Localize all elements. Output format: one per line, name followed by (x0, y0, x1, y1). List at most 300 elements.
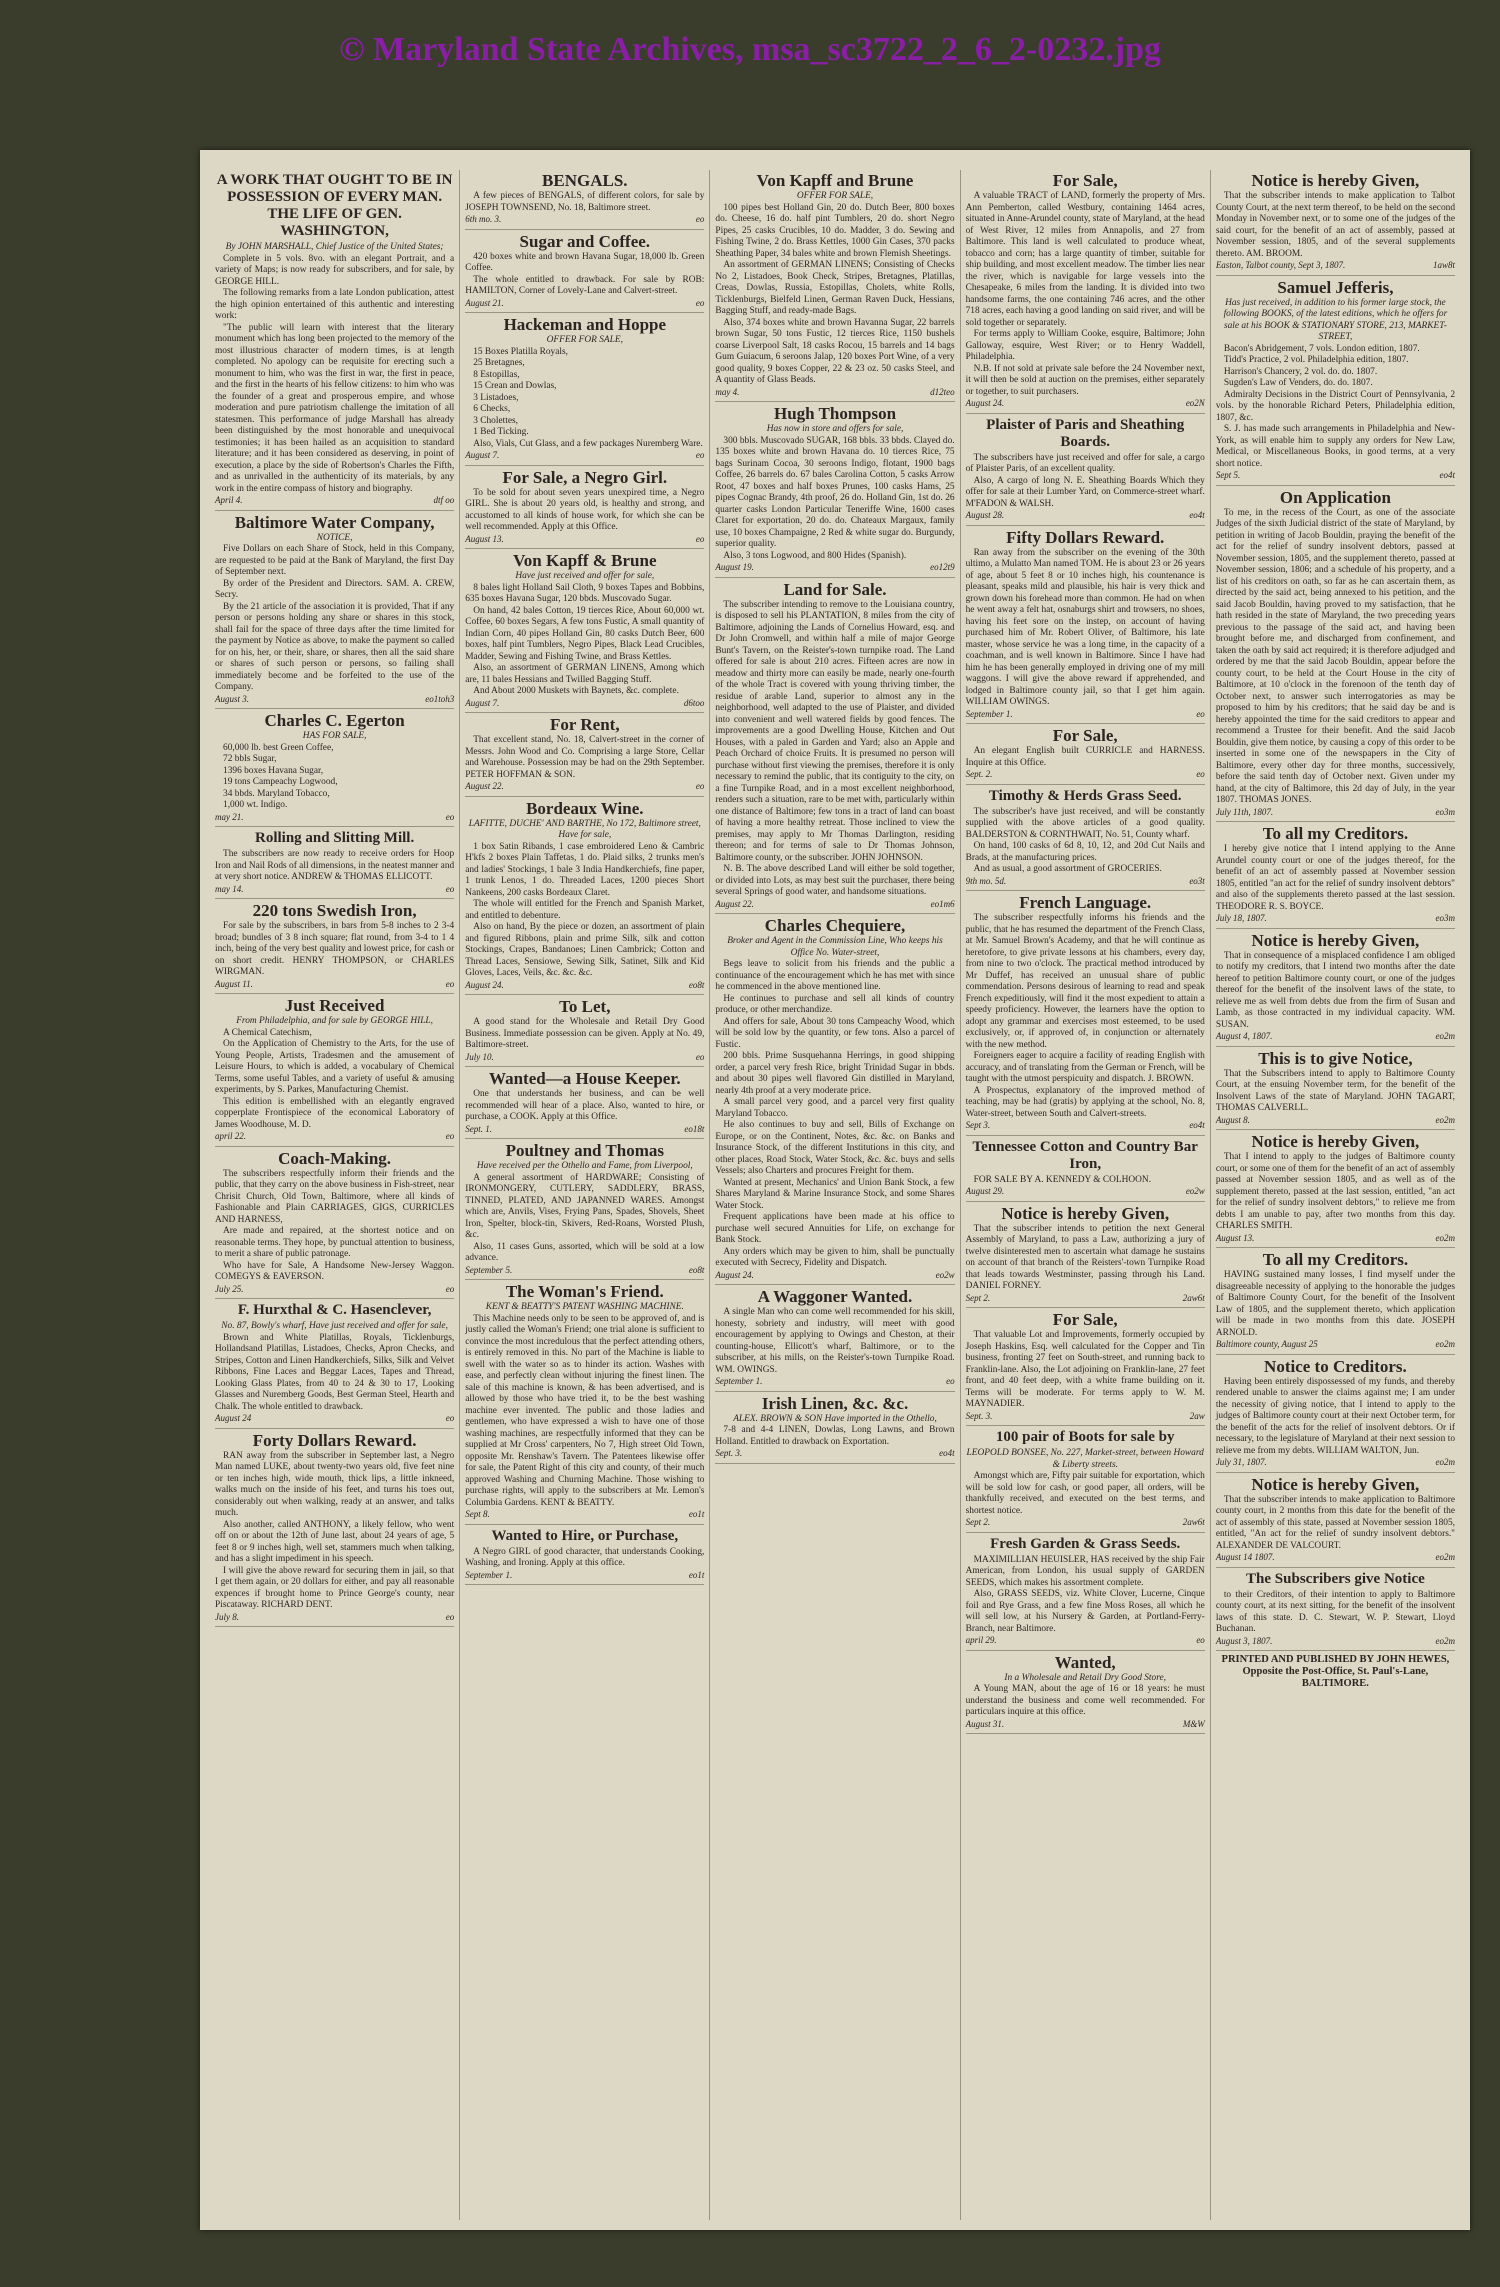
ad-dateline (465, 1124, 704, 1136)
ad-heading: Notice is hereby Given, (1251, 1474, 1420, 1494)
ad-subheading: OFFER FOR SALE, (546, 335, 623, 345)
advertisement (1216, 1050, 1455, 1131)
ad-insertion-code: d12teo (930, 386, 955, 397)
ad-insertion-code: eo2w (1185, 1186, 1205, 1196)
ad-date: August 19. (715, 562, 754, 572)
ad-heading: To Let, (559, 997, 611, 1016)
ad-body-paragraph: And offers for sale, About 30 tons Campeachy Wood, which will be sold low by the quantity, or few tons. Also a parcel of Fustic. (715, 1016, 955, 1050)
ad-dateline (966, 1293, 1205, 1305)
ad-insertion-code: eo (445, 1131, 455, 1141)
ad-heading: This is to give Notice, (1258, 1048, 1413, 1068)
ad-body-paragraph: That the Subscribers intend to apply to Baltimore County Court, at the ensuing November term, for the benefit of the Insolvent Laws of the state of Maryland. JOHN TAGART, THOMAS CALVERLL. (1215, 1068, 1456, 1113)
ad-dateline (1216, 1115, 1455, 1127)
ad-date: July 11th, 1807. (1215, 806, 1274, 817)
ad-insertion-code: eo (1196, 1635, 1205, 1645)
ad-date: July 31, 1807. (1215, 1457, 1267, 1467)
ad-body-paragraph: Any orders which may be given to him, shall be punctually executed with Secrecy, Fidelity and Dispatch. (715, 1246, 955, 1268)
ad-body-paragraph: Also, 374 boxes white and brown Havanna Sugar, 22 barrels brown Sugar, 50 tons Fustic, 12 tierces Rice, 1150 bushels coarse Liverpool Salt, 18 casks Rocou, 15 barrels and 14 bags Gum Guiacum, 6 seroons Jalap, 120 boxes Port Wine, of a very good quality, 9 boxes Copper, 22 & 23 oz. 50 casks Steel, and A quantity of Glass Beads. (715, 317, 955, 385)
ad-body-paragraph: Foreigners eager to acquire a facility of reading English with accuracy, and of translating from the German or French, will be taught with the utmost perspicuity and dispatch. J. BROWN. (965, 1051, 1205, 1084)
ad-body-paragraph: A good stand for the Wholesale and Retail Dry Good Business. Immediate possession can be given. Apply at No. 49, Baltimore-street. (465, 1017, 705, 1050)
ad-heading: For Rent, (550, 715, 620, 734)
ad-date: Sept 3. (965, 1120, 991, 1130)
ad-insertion-code: eo (445, 1611, 455, 1622)
ad-insertion-code: eo (695, 214, 705, 224)
ad-dateline (966, 1517, 1205, 1529)
ad-subheading: By JOHN MARSHALL, Chief Justice of the United States; (225, 242, 444, 252)
advertisement (966, 1311, 1205, 1426)
ad-body-paragraph: An assortment of GERMAN LINENS; Consisting of Checks No 2, Listadoes, Book Check, Stripes, Bretagnes, Platillas, Creas, Dowlas, Russia, Estopillas, Cholets, white Rolls, Ticklenburgs, Bielfeld Linen, German Raven Duck, Hessians, Bagging Stuff, and ready-made Bags. (715, 260, 955, 316)
newspaper-column-3 (710, 170, 960, 2220)
ad-heading: BENGALS. (542, 171, 628, 190)
ad-date: August 14 1807. (1215, 1552, 1275, 1562)
ad-subheading: Have received per the Othello and Fame, from Liverpool, (476, 1161, 693, 1171)
ad-dateline (1216, 1457, 1455, 1469)
ad-date: april 29. (965, 1635, 997, 1645)
ad-dateline (966, 769, 1205, 781)
ad-insertion-code: eo2m (1435, 1339, 1456, 1349)
ad-body-paragraph: A single Man who can come well recommended for his skill, honesty, sobriety and industry, will meet with good encouragement by applying to Owings and Cheston, at their counting-house, Ellicott's wharf, Baltimore, or to the subscriber, at his mills, on the Reister's-town Turnpike Road. WM. OWINGS. (715, 1307, 955, 1375)
newspaper-column-2 (460, 170, 710, 2220)
ad-insertion-code: eo2m (1435, 1552, 1456, 1562)
ad-date: September 1. (465, 1569, 513, 1580)
ad-date: August 13. (465, 533, 504, 544)
advertisement (465, 316, 704, 466)
advertisement (966, 529, 1205, 725)
ad-date: August 24 (215, 1413, 252, 1423)
ad-body-paragraph: 7-8 and 4-4 LINEN, Dowlas, Long Lawns, and Brown Holland. Entitled to drawback on Exportation. (715, 1425, 955, 1447)
newspaper-column-1 (210, 170, 460, 2220)
ad-body-paragraph: A general assortment of HARDWARE; Consisting of IRONMONGERY, CUTLERY, SADDLERY, BRASS, TINNED, PLATED, AND JAPANNED WARES. Amongst which are, Anvils, Vises, Frying Pans, Spades, Shovels, Sheet Iron, Spelter, block-tin, Skivers, Red-Roans, Worsted Plush, &c. (465, 1172, 705, 1240)
ad-subheading: Broker and Agent in the Commission Line, Who keeps his Office No. Water-street, (727, 936, 943, 958)
ad-insertion-code: dtf oo (433, 495, 455, 505)
ad-body-paragraph: One that understands her business, and can be well recommended will hear of a place. Also, wanted to hire, or purchase, a COOK. Apply at this Office. (465, 1089, 705, 1122)
ad-insertion-code: eo (695, 533, 705, 544)
ad-list-item: 15 Crean and Dowlas, (473, 381, 557, 391)
ad-insertion-code: eo2w (935, 1269, 955, 1280)
ad-dateline (465, 1265, 704, 1277)
ad-heading: For Sale, (1052, 171, 1118, 190)
ad-date: Sept 8. (465, 1509, 490, 1519)
ad-body-paragraph: 60,000 lb. best Green Coffee, (223, 742, 334, 753)
ad-insertion-code: eo (1196, 769, 1205, 779)
ad-date: July 18, 1807. (1215, 913, 1267, 923)
printer-imprint: PRINTED AND PUBLISHED BY JOHN HEWES, Opposite the Post-Office, St. Paul's-Lane, BALTIMORE. (1221, 1654, 1450, 1689)
ad-dateline (1216, 1552, 1455, 1564)
ad-heading: Notice is hereby Given, (1251, 930, 1420, 950)
ad-body-paragraph: Also, 3 tons Logwood, and 800 Hides (Spanish). (723, 550, 907, 561)
ad-body-paragraph: On the Application of Chemistry to the Arts, for the use of Young People, Artists, Tradesmen and the amusement of Leisure Hours, to which is added, a vocabulary of Chemical Terms, some useful Tables, and a variety of useful & amusing experiments, by S. Parkes, Manufacturing Chemist. (215, 1039, 455, 1095)
advertisement (715, 1395, 954, 1464)
ad-insertion-code: 2aw6t (1182, 1292, 1205, 1303)
advertisement (966, 894, 1205, 1136)
ad-heading: Sugar and Coffee. (519, 231, 651, 251)
advertisement (465, 552, 704, 713)
ad-dateline (465, 298, 704, 310)
ad-date: 6th mo. 3. (465, 214, 502, 224)
ad-heading: Wanted to Hire, or Purchase, (491, 1527, 679, 1544)
ad-heading: Notice is hereby Given, (1251, 1132, 1420, 1151)
ad-insertion-code: eo2m (1435, 1031, 1456, 1041)
advertisement (1216, 172, 1455, 276)
ad-dateline (1216, 1339, 1455, 1351)
ad-date: August 3, 1807. (1215, 1635, 1273, 1646)
ad-body-paragraph: That I intend to apply to the judges of Baltimore county court, or some one of them for the benefit of an act of assembly passed at November session 1805, and as well as of the supplement thereto, passed at the last session, entitled, "an act for the relief of sundry insolvent debtors," to relieve me from debts I am unable to pay, after two months from this day. CHARLES SMITH. (1215, 1152, 1456, 1231)
ad-date: may 4. (715, 386, 740, 397)
ad-date: 9th mo. 5d. (965, 875, 1007, 886)
ad-insertion-code: eo (445, 883, 455, 894)
advertisement (465, 469, 704, 550)
ad-list-item: 3 Listadoes, (473, 392, 519, 403)
ad-date: August 7. (465, 697, 500, 708)
ad-body-paragraph: On hand, 42 bales Cotton, 19 tierces Rice, About 60,000 wt. Coffee, 60 boxes Segars, A few tons Fustic, A small quantity of Indian Corn, 40 pipes Holland Gin, 80 casks Dutch Beer, 600 boxes, half pint Tumblers, Negro Pipes, Black Lead Crucibles, Madder, Sewing and Fishing Twine, and Brass Kettles. (465, 605, 705, 662)
ad-body-paragraph: 8 bales light Holland Sail Cloth, 9 boxes Tapes and Bobbins, 635 boxes Havana Sugar, 120 bbds. Muscovado Sugar. (465, 582, 705, 604)
ad-date: September 5. (465, 1264, 513, 1275)
advertisement (215, 902, 454, 994)
ad-heading: Von Kapff & Brune (513, 551, 657, 570)
ad-dateline (1216, 807, 1455, 819)
ad-list-item: 1 Bed Ticking. (473, 427, 529, 437)
ad-heading: Timothy & Herds Grass Seed. (988, 787, 1182, 804)
ad-insertion-code: eo (946, 1376, 955, 1386)
ad-heading: The Subscribers give Notice (1246, 1570, 1425, 1587)
ad-insertion-code: eo (445, 1413, 455, 1423)
ad-heading: Fresh Garden & Grass Seeds. (990, 1535, 1181, 1552)
ad-body-paragraph: "The public will learn with interest that the literary monument which has long been projected to the memory of the most illustrious character of modern times, is at length completed. No apology can be requisite for erecting such a monument to him, who was the first in war, the first in peace, and the first in the hearts of his fellow citizens: to him who was the founder of a great and prosperous empire, and whose moderation and pure patriotism challenge the imitation of all statesmen. This performance of judge Marshall has already been distinguished by the most honorable and unequivocal testimonies; it has been hailed as an acquisition to standard literature; and it has been considered as deserving, in point of execution, a place by the side of Robertson's Charles the Fifth, and as unrivalled in the authenticity of its materials, by any work in the entire compass of history and biography. (215, 322, 455, 494)
ad-body-paragraph: A valuable TRACT of LAND, formerly the property of Mrs. Ann Pemberton, called Westbury, containing 1464 acres, situated in Anne-Arundel county, state of Maryland, at the head of West River, 12 miles from Annapolis, and 27 from Baltimore. This land is well calculated to produce wheat, tobacco and corn; has a large quantity of timber, suitable for ship building, and most excellent meadow. The timber lies near the river, which is navigable for large vessels into the Chesapeake, 6 miles from the landing. It is divided into two handsome farms, the one containing 746 acres, and the other 718 acres, each having a good landing on said river, and will be sold together or separately. (965, 191, 1205, 328)
ad-heading: Just Received (284, 996, 385, 1015)
ad-heading: Charles Chequiere, (764, 916, 906, 935)
ad-insertion-code: eo1t (688, 1509, 705, 1519)
advertisement (215, 830, 454, 899)
ad-body-paragraph: to their Creditors, of their intention to apply to Baltimore county court, at its next sitting, for the benefit of the insolvent laws of this state. D. C. Stewart, W. P. Stewart, Lloyd Buchanan. (1215, 1589, 1456, 1634)
ad-dateline (465, 1509, 704, 1521)
ad-body-paragraph: Are made and repaired, at the shortest notice and on reasonable terms. They hope, by punctual attention to business, to merit a share of public patronage. (215, 1226, 455, 1259)
ad-body-paragraph: This edition is embellished with an elegantly engraved copperplate Frontispiece of the economical Laboratory of James Woodhouse, M. D. (215, 1096, 455, 1130)
advertisement (1216, 489, 1455, 823)
advertisement (215, 514, 454, 710)
ad-heading: Tennessee Cotton and Country Bar Iron, (972, 1138, 1198, 1172)
advertisement (465, 1283, 704, 1525)
ad-subheading: Have just received and offer for sale, (515, 571, 655, 581)
ad-dateline (715, 1270, 954, 1282)
ad-date: may 14. (215, 883, 244, 894)
ad-body-paragraph: The subscribers respectfully inform their friends and the public, that they carry on the above business in Fish-street, near Chrisit Church, Old Town, Baltimore, where all kinds of Fashionable and Plain CARRIAGES, GIGS, CURRICLES AND HARNESS, (215, 1168, 455, 1225)
ad-subheading: HAS FOR SALE, (302, 731, 367, 741)
ad-date: August 3. (215, 693, 250, 704)
ad-insertion-code: eo4t (1189, 510, 1205, 520)
ad-dateline (966, 709, 1205, 721)
ad-body-paragraph: And as usual, a good assortment of GROCERIES. (973, 864, 1162, 874)
ad-insertion-code: eo (445, 811, 455, 822)
advertisement (465, 172, 704, 230)
ad-body-paragraph: For sale by the subscribers, in bars from 5-8 inches to 2 3-4 broad; bundles of 3 8 inch square; flat round, from 3-4 to 1 4 inch, being of the very best quality and lowest price, for cash or on short credit. HENRY THOMPSON, or CHARLES WIRGMAN. (215, 921, 455, 977)
ad-body-paragraph: Also, A cargo of long N. E. Sheathing Boards Which they offer for sale at their Lumber Yard, on Commerce-street wharf. M'FADON & WALSH. (965, 475, 1205, 509)
ad-body-paragraph: 72 bbls Sugar, (223, 754, 277, 764)
ad-heading: Forty Dollars Reward. (252, 1430, 417, 1450)
ad-dateline (966, 1120, 1205, 1132)
ad-body-paragraph: That valuable Lot and Improvements, formerly occupied by Joseph Haskins, Esq. well calculated for the Copper and Tin business, fronting 27 feet on South-street, and running back to Franklin-lane. Also, the Lot adjoining on Franklin-lane, 27 feet front, and 40 feet deep, with a white frame building on it. Terms will be moderate. For terms apply to W. M. MAYNADIER. (965, 1330, 1205, 1409)
ad-dateline (1216, 1636, 1455, 1648)
ad-body-paragraph: Brown and White Platillas, Royals, Ticklenburgs, Hollandsand Platillas, Listadoes, Checks, Apron Checks, and Stripes, Cotton and Linen Handkerchiefs, Silks, Silk and Velvet Ribbons, Fine Laces and Beggar Laces, Tapes and Thread, Looking Glass Plates, from 40 to 24 & 30 to 17, Looking Glasses and Nuremberg Goods, Best German Steel, Hearth and Chalk. The whole entitled to drawback. (215, 1332, 455, 1412)
ad-insertion-code: eo18t (684, 1123, 705, 1134)
ad-subheading: ALEX. BROWN & SON Have imported in the Othello, (733, 1413, 937, 1424)
ad-dateline (715, 1376, 954, 1388)
ad-heading: A WORK THAT OUGHT TO BE IN POSSESSION OF EVERY MAN. THE LIFE OF GEN. WASHINGTON, (216, 172, 453, 239)
ad-body-paragraph: This Machine needs only to be seen to be approved of, and is justly called the Woman's Friend; one trial alone is sufficient to convince the most incredulous that the perfect attending others, is entirely removed in this. No part of the Machine is liable to swell with the water so as to hinder its action. Washes with ease, and perfectly clean without injuring the finest linen. The sale of this machine is known, & has been advertised, and is allowed by those who have tried it, to be the best washing machine ever invented. The public and those ladies and gentlemen, who have expressed a wish to have one of those washing machines, are respectfully informed that they can be supplied at Mr Cross' carpenters, No 7, High street Old Town, opposite Mr. Renshaw's Tavern. The Patentees likewise offer for sale, the Patent Right of this city and county, of their much approved Washing and Churning Machine. Those wishing to purchase rights, will apply to the subscribers at Mr. Lemon's Columbia Gardens. KENT & BEATTY. (465, 1313, 705, 1508)
advertisement (1216, 1358, 1455, 1473)
newspaper-column-4 (961, 170, 1211, 2220)
ad-body-paragraph: Sugden's Law of Venders, do. do. 1807. (1223, 378, 1373, 388)
ad-dateline (215, 1413, 454, 1425)
ad-dateline (465, 534, 704, 546)
ad-insertion-code: eo3t (1189, 875, 1205, 886)
ad-heading: For Sale, a Negro Girl. (502, 467, 668, 487)
ad-dateline (1216, 913, 1455, 925)
ad-body-paragraph: A Prospectus, explanatory of the improved method of teaching, may be had (gratis) by applying at the school, No. 8, Water-street, between South and Calvert-streets. (965, 1085, 1205, 1119)
ad-date: July 10. (465, 1051, 494, 1062)
ad-dateline (215, 884, 454, 896)
ad-dateline (966, 1719, 1205, 1731)
ad-date: Sept. 1. (465, 1123, 492, 1134)
advertisement (715, 172, 954, 402)
ad-body-paragraph: Admiralty Decisions in the District Court of Pennsylvania, 2 vols. by the honorable Richard Peters, Philadelphia edition, 1807, &c. (1215, 389, 1456, 423)
ad-dateline (715, 387, 954, 399)
ad-dateline (715, 1448, 954, 1460)
ad-heading: A Waggoner Wanted. (757, 1287, 913, 1306)
ad-body-paragraph: N.B. If not sold at private sale before the 24 November next, it will then be sold at auction on the premises, either separately or together, to suit purchasers. (965, 363, 1205, 397)
ad-body-paragraph: I will give the above reward for securing them in jail, so that I get them again, or 20 dollars for either, and pay all reasonable expences if brought home to Prince George's county, near Piscataway. RICHARD DENT. (215, 1565, 455, 1610)
ad-body-paragraph: MAXIMILLIAN HEUISLER, HAS received by the ship Fair American, from London, his usual supply of GARDEN SEEDS, which makes his assortment complete. (965, 1554, 1205, 1588)
ad-dateline (215, 979, 454, 991)
ad-subheading: KENT & BEATTY'S PATENT WASHING MACHINE. (485, 1302, 684, 1312)
ad-heading: To all my Creditors. (1262, 1250, 1409, 1269)
ad-body-paragraph: 1,000 wt. Indigo. (223, 800, 288, 810)
advertisement (465, 1528, 704, 1586)
advertisement (465, 800, 704, 996)
ad-insertion-code: eo8t (688, 1264, 705, 1275)
ad-heading: Plaister of Paris and Sheathing Boards. (986, 416, 1185, 450)
advertisement (966, 417, 1205, 526)
ad-dateline (465, 980, 704, 992)
ad-subheading: In a Wholesale and Retail Dry Good Store, (1004, 1672, 1167, 1683)
ad-subheading: LAFITTE, DUCHE' AND BARTHE, No 172, Baltimore street, Have for sale, (468, 818, 701, 840)
ad-dateline (715, 899, 954, 911)
ad-dateline (966, 1635, 1205, 1647)
ad-body-paragraph: A Young MAN, about the age of 16 or 18 years: he must understand the business and come well recommended. For particulars inquire at this office. (965, 1684, 1205, 1717)
ad-body-paragraph: Harrison's Chancery, 2 vol. do. do. 1807. (1223, 366, 1378, 377)
ad-heading: 220 tons Swedish Iron, (252, 901, 417, 920)
archive-watermark-banner: © Maryland State Archives, msa_sc3722_2_6_2-0232.jpg (339, 31, 1161, 68)
ad-body-paragraph: The subscriber intending to remove to the Louisiana country, is disposed to sell his PLANTATION, 8 miles from the city of Baltimore, adjoining the Lands of Cornelius Howard, esq. and Dr John Cromwell, and within half a mile of major George Bunt's Tavern, on the Reister's-town turnpike road. The Land offered for sale is about 210 acres. Fifteen acres are now in meadow and thirty more can easily be made, nearly one-fourth of the whole Tract is covered with young thriving timber, the residue of arable Land, superior to almost any in the neighborhood, well adapted to the use of Plaister, and divided into convenient and well watered fields by good fences. The improvements are a good Dwelling House, Kitchen and Out Houses, with a paled in Garden and Yard; also an Apple and Peach Orchard of choice Fruits. It is presumed no person will purchase without first viewing the premises, therefore it is only necessary to remind the public, that its contiguity to the city, on a fine Turnpike Road, and in a most excellent neighborhood, renders such a situation, rare to be met with, particularly within one distance of Baltimore; few tons in a tract of land can boast of having a more healthy retreat. Those inclined to view the premises, may apply to Mr Thomas Darlington, residing thereon; and for terms of sale to Dr Thomas Johnson, Baltimore county, or the subscriber. JOHN JOHNSON. (715, 599, 955, 863)
ad-subheading: NOTICE, (316, 532, 353, 543)
ad-dateline (966, 1186, 1205, 1198)
ad-date: July 8. (215, 1611, 239, 1622)
ad-heading: French Language. (1019, 893, 1152, 912)
ad-body-paragraph: The subscriber's have just received, and will be constantly supplied with the above articles of a good quality. BALDERSTON & CORNTHWAIT, No. 51, County wharf. (965, 806, 1205, 840)
ad-insertion-code: eo4t (1189, 1120, 1205, 1130)
ad-body-paragraph: That the subscriber intends to make application to Talbot County Court, at the next term thereof, to be held on the second Monday in November next, or to some one of the judges of the said court, for the benefit of an act of assembly, passed at November session, 1805, and of the several supplements thereto. AM. BROOM. (1215, 191, 1456, 259)
ad-body-paragraph: That the subscriber intends to petition the next General Assembly of Maryland, to pass a Law, authorizing a jury of twelve disinterested men to ascertain what damage he sustains on account of that branch of the Reisters'-town Turnpike Road that leads towards Westminster, passing through his Land. DANIEL FORNEY. (965, 1223, 1205, 1291)
ad-heading: For Sale, (1052, 726, 1118, 745)
ad-insertion-code: d6too (683, 697, 705, 708)
ad-heading: On Application (1279, 487, 1391, 507)
ad-date: may 21. (215, 811, 244, 822)
ad-heading: Samuel Jefferis, (1277, 277, 1394, 297)
ad-body-paragraph: On hand, 100 casks of 6d 8, 10, 12, and 20d Cut Nails and Brads, at the manufacturing prices. (965, 841, 1205, 863)
ad-date: August 4, 1807. (1215, 1031, 1273, 1041)
ad-date: September 1. (715, 1376, 763, 1386)
ad-date: August 31. (965, 1718, 1005, 1729)
ad-dateline (215, 495, 454, 507)
ad-heading: To all my Creditors. (1262, 824, 1409, 843)
ad-insertion-code: eo3m (1435, 913, 1456, 923)
ad-body-paragraph: Complete in 5 vols. 8vo. with an elegant Portrait, and a variety of Maps; is now ready for subscribers, and for sale, by GEORGE HILL. (215, 253, 455, 287)
ad-body-paragraph: By the 21 article of the association it is provided, That if any person or persons holding any share or shares in this stock, shall fail for the space of three days after the time limited for the payment by Notice as above, to make the payment so called for on his, her, or their, share, or shares, then all the said share or shares of such person or persons, so failing shall immediately become and be forfeited to the use of the Company. (215, 601, 455, 692)
ad-heading: Notice is hereby Given, (1001, 1203, 1170, 1223)
ad-body-paragraph: That the subscriber intends to make application to Baltimore county court, in 2 months from this date for the benefit of the act of assembly of this state, passed at November session 1805, entitled, "An act for the relief of sundry insolvent debtors." ALEXANDER DE VALCOURT. (1215, 1494, 1456, 1551)
ad-insertion-code: eo4t (939, 1448, 955, 1458)
ad-list-item: 6 Checks, (473, 404, 511, 414)
ad-body-paragraph: Amongst which are, Fifty pair suitable for exportation, which will be sold low for cash, or good paper, all orders, will be thankfully received, and executed on the best terms, and shortest notice. (965, 1471, 1205, 1516)
ad-insertion-code: eo4t (1439, 470, 1456, 480)
ad-list-item: 8 Estopillas, (473, 369, 520, 380)
ad-dateline (966, 1411, 1205, 1423)
ad-subheading: From Philadelphia, and for sale by GEORGE HILL, (236, 1016, 433, 1026)
ad-list-item: 3 Cholettes, (473, 415, 518, 426)
ad-body-paragraph: The whole entitled to drawback. For sale by ROB: HAMILTON, Corner of Lovely-Lane and Calvert-street. (465, 274, 705, 296)
ad-subheading: No. 87, Bowly's wharf, Have just received and offer for sale, (221, 1321, 448, 1331)
ad-dateline (465, 214, 704, 226)
ad-dateline (1216, 1233, 1455, 1245)
ad-date: april 22. (215, 1131, 247, 1141)
ad-heading: Rolling and Slitting Mill. (255, 830, 415, 846)
ad-body-paragraph: Begs leave to solicit from his friends and the public a continuance of the encouragement which he has met with since he commenced in the above mentioned line. (715, 959, 955, 992)
advertisement (966, 1429, 1205, 1533)
advertisement (966, 727, 1205, 785)
ad-insertion-code: eo3m (1435, 806, 1456, 817)
ad-date: August 24. (965, 398, 1005, 408)
ad-date: Sept 5. (1215, 470, 1241, 480)
ad-subheading: Has just received, in addition to his former large stock, the following BOOKS, of the latest editions, which he offers for sale at his BOOK & STATIONARY STORE, 213, MARKET-STREET, (1223, 297, 1448, 342)
ad-subheading: Has now in store and offers for sale, (766, 424, 904, 434)
ad-date: August 21. (465, 297, 504, 308)
advertisement (465, 716, 704, 797)
advertisement (1216, 1571, 1455, 1652)
ad-dateline (966, 510, 1205, 522)
advertisement (215, 997, 454, 1147)
ad-body-paragraph: Also, an assortment of GERMAN LINENS, Among which are, 11 bales Hessians and Twilled Bagging Stuff. (465, 663, 705, 685)
ad-body-paragraph: RAN away from the subscriber in September last, a Negro Man named LUKE, about twenty-two years old, five feet nine or ten inches high, wide mouth, thick lips, a little inkneed, walks much on the inside of his feet, and turns his toes out, considerably out when walking, ready at an answer, and talks much. (215, 1450, 455, 1518)
ad-heading: Wanted, (1054, 1652, 1116, 1672)
ad-heading: Wanted—a House Keeper. (489, 1069, 681, 1088)
ad-body-paragraph: Who have for Sale, A Handsome New-Jersey Waggon. COMEGYS & EAVERSON. (215, 1260, 455, 1282)
ad-body-paragraph: 300 bbls. Muscovado SUGAR, 168 bbls. 33 bbds. Clayed do. 135 boxes white and brown Havana do. 10 tierces Rice, 75 bags Surinam Cocoa, 30 seroons Indigo, flotant, 1900 bags Coffee, 26 barrels do. 67 bales Carolina Cotton, 5 casks Arrow Root, 47 boxes and half boxes Prunes, 100 casks Hams, 25 pipes Cognac Brandy, 4th proof, 26 do. Holland Gin, 1st do. 26 quarter casks London Particular Teneriffe Wine, 1600 cases Claret for exportation, 20 do. do. Chateaux Margaux, family use, 10 boxes Champaigne, 2 Red & white sugar do. Burgundy, superior quality. (715, 435, 955, 549)
advertisement (966, 1139, 1205, 1202)
ad-subheading: LEOPOLD BONSEE, No. 227, Market-street, between Howard & Liberty streets. (966, 1448, 1204, 1470)
ad-list-item: 15 Boxes Platilla Royals, (473, 346, 568, 357)
ad-list-item: Also, Vials, Cut Glass, and a few packages Nuremberg Ware. (473, 438, 703, 449)
ad-body-paragraph: Tidd's Practice, 2 vol. Philadelphia edition, 1807. (1223, 355, 1409, 365)
ad-body-paragraph: HAVING sustained many losses, I find myself under the disagreeable necessity of applying to the honorable the judges of Baltimore County Court, for the benefit of the Insolvent Law of 1805, and the supplement thereto, which application will be made in two months from this date. JOSEPH ARNOLD. (1215, 1270, 1456, 1338)
advertisement (715, 917, 954, 1285)
ad-date: August 24. (715, 1269, 754, 1280)
ad-dateline (1216, 260, 1455, 272)
ad-insertion-code: eo (695, 297, 705, 308)
advertisement (1216, 1133, 1455, 1248)
ad-heading: Charles C. Egerton (264, 711, 405, 730)
ad-body-paragraph: By order of the President and Directors. SAM. A. CREW, Secry. (215, 578, 455, 600)
ad-dateline (465, 1052, 704, 1064)
ad-heading: 100 pair of Boots for sale by (995, 1429, 1175, 1445)
advertisement (465, 1070, 704, 1139)
ad-insertion-code: 1aw8t (1433, 260, 1456, 270)
ad-body-paragraph: An elegant English built CURRICLE and HARNESS. Inquire at this Office. (965, 746, 1205, 768)
advertisement (465, 233, 704, 314)
ad-body-paragraph: N. B. The above described Land will either be sold together, or divided into Lots, as may best suit the purchaser, there being several Springs of good water, and handsome situations. (715, 864, 955, 897)
ad-date: August 22. (465, 781, 504, 791)
ad-body-paragraph: Ran away from the subscriber on the evening of the 30th ultimo, a Mulatto Man named TOM. He is about 23 or 26 years of age, about 5 feet 8 or 10 inches high, his countenance is pleasant, speaks mild and plausible, his hair is very thick and grown down his forehead more than common. He had on when he went away a felt hat, osnaburgs shirt and trowsers, no shoes, having his feet sore on the instep, on account of having purchased him of Mr. Robert Oliver, of Baltimore, his late master, whose service he was a long time, in the capacity of a coachman, and is well known in Baltimore. Since I have had him he has been generally employed in driving one of my mill waggons. I will give the above reward if apprehended, and lodged in Baltimore county jail, so that I get him again. WILLIAM OWINGS. (965, 547, 1205, 707)
advertisement (966, 1654, 1205, 1735)
advertisement (1216, 1251, 1455, 1355)
advertisement (966, 788, 1205, 892)
advertisement (1216, 932, 1455, 1047)
advertisement (1216, 1476, 1455, 1568)
advertisement (966, 172, 1205, 414)
ad-body-paragraph: Five Dollars on each Share of Stock, held in this Company, are requested to be paid at the Bank of Maryland, the first Day of September next. (215, 544, 455, 577)
ad-insertion-code: 2aw6t (1182, 1517, 1205, 1527)
advertisement (1216, 825, 1455, 929)
advertisement (465, 998, 704, 1067)
advertisement (215, 1432, 454, 1628)
ad-insertion-code: 2aw (1189, 1410, 1205, 1421)
ad-dateline (215, 812, 454, 824)
ad-heading: Coach-Making. (278, 1148, 392, 1168)
ad-body-paragraph: 200 bbls. Prime Susquehanna Herrings, in good shipping order, a parcel very fresh Rice, bright Trinidad Sugar in bbds. and about 30 pipes well flavored Gin distilled in Maryland, nearly 4th proof at a very moderate price. (715, 1051, 955, 1096)
newspaper-column-5 (1211, 170, 1460, 2220)
ad-body-paragraph: Also, 11 cases Guns, assorted, which will be sold at a low advance. (465, 1241, 705, 1263)
ad-date: Sept. 2. (965, 769, 993, 779)
ad-insertion-code: eo12t9 (930, 562, 955, 572)
ad-body-paragraph: For terms apply to William Cooke, esquire, Baltimore; John Galloway, esquire, West River; or to Henry Waddell, Philadelphia. (965, 329, 1205, 362)
ad-heading: Notice is hereby Given, (1251, 171, 1420, 190)
ad-insertion-code: eo2m (1435, 1457, 1456, 1467)
advertisement (715, 1288, 954, 1392)
advertisement (966, 1536, 1205, 1651)
ad-heading: The Woman's Friend. (505, 1282, 664, 1301)
ad-body-paragraph: Also on hand, By the piece or dozen, an assortment of plain and figured Ribbons, plain and prime Silk, silk and cotton Stockings, Crapes, Bandanoes; Linen Cambrick; Cotton and Thread Laces, Sensiowe, Sewing Silk, Satinet, Silk and Kid Gloves, Laces, Veils, &c. &c. &c. (465, 922, 705, 978)
ad-insertion-code: eo8t (688, 979, 705, 990)
ad-heading: Von Kapff and Brune (756, 171, 914, 190)
ad-body-paragraph: The subscribers are now ready to receive orders for Hoop Iron and Nail Rods of all dimensions, in the neatest manner and at very short notice. ANDREW & THOMAS ELLICOTT. (215, 849, 455, 882)
ad-heading: Notice to Creditors. (1264, 1356, 1407, 1376)
ad-body-paragraph: To me, in the recess of the Court, as one of the associate Judges of the sixth Judicial district of the state of Maryland, by petition in writing of Jacob Bouldin, praying the benefit of the act for the relief of sundry insolvent debtors, passed at November session, 1805, and the supplement thereto, passed at November session, 1806; and a schedule of his property, and a list of his creditors on oath, so far as he can ascertain them, as directed by the said act, being annexed to his petition, and the said Jacob Bouldin, having proved to my satisfaction, that he hath resided in the state of Maryland, the two preceding years previous to the passage of the said act, and having been brought before me, and discharged from confinement, and taken the oath by said act required; it is therefore adjudged and ordered by me that the said Jacob Bouldin, appear before the county court, to be held at the Court House in the city of Baltimore, at 10 o'clock in the forenoon of the tenth day of October next, to answer such interrogatories as may be proposed to him by his creditors; that he said day be and is hereby appointed the time for the said creditors to appear and recommend a Trustee for their benefit. And the said Jacob Bouldin, give them notice, by causing a copy of this order to be inserted in some one of the newspapers in the City of Baltimore, every other day for three months, successively, before the said tenth day of October next. Given under my hand, at the city of Baltimore, this 2d day of July, in the year 1807. THOMAS JONES. (1215, 507, 1456, 805)
advertisement (465, 1142, 704, 1280)
ad-body-paragraph: 420 boxes white and brown Havana Sugar, 18,000 lb. Green Coffee. (465, 251, 705, 273)
ad-body-paragraph: That in consequence of a misplaced confidence I am obliged to notify my creditors, that I intend two months after the date hereof to petition Baltimore county court, or one of the judges thereof for the benefit of the insolvent laws of the state, to relieve me as well from debts due from the firm of Susan and Lamb, as those contracted in my individual capacity. WM. SUSAN. (1215, 950, 1456, 1030)
ad-insertion-code: eo2N (1185, 398, 1205, 408)
ad-body-paragraph: A Negro GIRL of good character, that understands Cooking, Washing, and Ironing. Apply at this office. (465, 1546, 705, 1568)
ad-insertion-code: eo1t (688, 1569, 705, 1580)
ad-body-paragraph: 1 box Satin Ribands, 1 case embroidered Leno & Cambric H'kfs 2 boxes Plain Taffetas, 1 do. Plaid silks, 2 trunks men's and ladies' Stockings, 1 bale 3 India Handkerchiefs, fine paper, 1 trunk Lenos, 1 do. Threaded Laces, 1200 pieces Short Nankeens, 200 casks Bordeaux Claret. (465, 841, 705, 898)
ad-dateline (966, 876, 1205, 888)
ad-date: August 11. (215, 978, 253, 989)
ad-body-paragraph: Frequent applications have been made at his office to purchase well secured Annuities for Life, on exchange for Bank Stock. (715, 1212, 955, 1245)
advertisement (715, 405, 954, 578)
ad-heading: Irish Linen, &c. &c. (761, 1393, 909, 1413)
ad-date: August 7. (465, 450, 500, 460)
ad-date: Easton, Talbot county, Sept 3, 1807. (1215, 260, 1346, 270)
ad-insertion-code: M&W (1182, 1718, 1205, 1729)
